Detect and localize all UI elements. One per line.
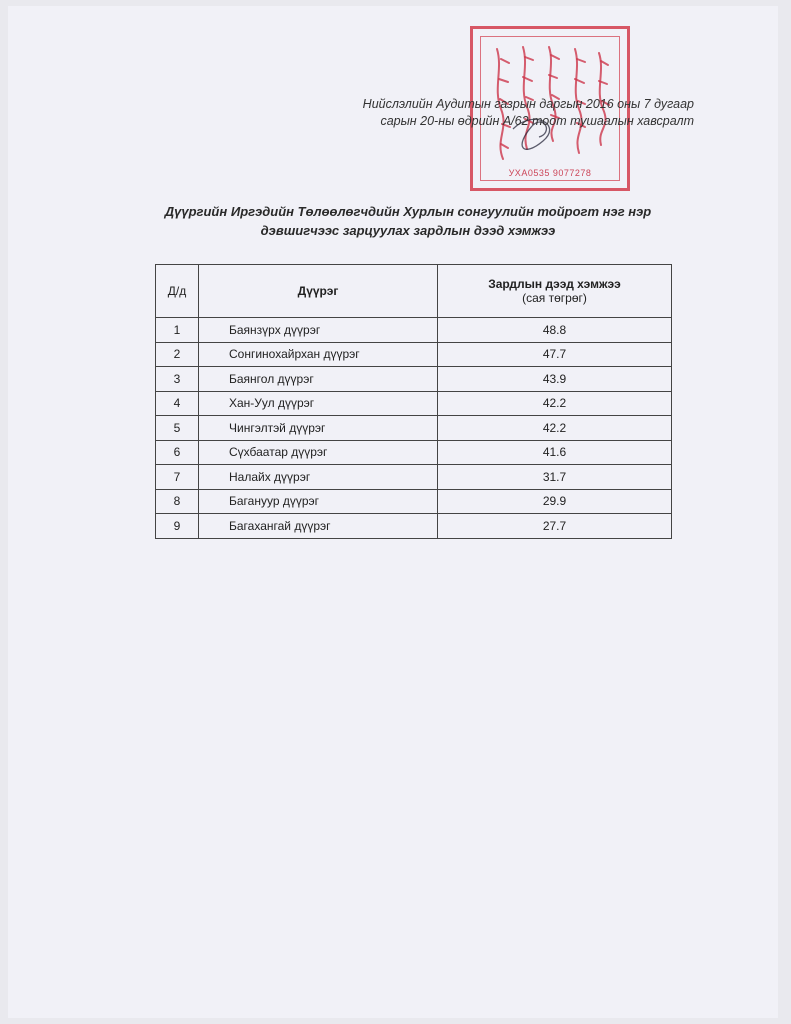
row-district: Сүхбаатар дүүрэг (199, 440, 438, 465)
seal-code-text: УХА0535 9077278 (508, 168, 592, 178)
row-value: 47.7 (438, 342, 672, 367)
row-value: 48.8 (438, 318, 672, 343)
row-value: 43.9 (438, 367, 672, 392)
header-max-expense-unit: (сая төгрөг) (522, 291, 587, 305)
table-row (156, 391, 672, 416)
table-row (156, 367, 672, 392)
table-row (156, 318, 672, 343)
header-max-expense (438, 265, 672, 318)
table-row (156, 416, 672, 441)
annex-line-1: Нийслэлийн Аудитын газрын даргын 2016 оны 7 дугаар (362, 97, 694, 111)
row-number: 9 (156, 514, 199, 539)
row-value: 27.7 (438, 514, 672, 539)
annex-line-2: сарын 20-ны өдрийн А/62 тоот тушаалын хавсралт (380, 114, 694, 128)
row-number: 6 (156, 440, 199, 465)
row-district: Чингэлтэй дүүрэг (199, 416, 438, 441)
title-line-2: дэвшигчээс зарцуулах зардлын дээд хэмжээ (260, 223, 556, 238)
row-value: 42.2 (438, 416, 672, 441)
document-page (8, 6, 778, 1018)
row-number: 2 (156, 342, 199, 367)
row-district: Хан-Уул дүүрэг (199, 391, 438, 416)
table-row (156, 440, 672, 465)
row-value: 41.6 (438, 440, 672, 465)
table-row (156, 514, 672, 539)
header-max-expense-label: Зардлын дээд хэмжээ (488, 277, 621, 291)
table-row (156, 489, 672, 514)
row-number: 5 (156, 416, 199, 441)
table-row (156, 342, 672, 367)
row-district: Сонгинохайрхан дүүрэг (199, 342, 438, 367)
annex-note (274, 96, 694, 130)
header-district: Дүүрэг (199, 265, 438, 318)
row-number: 3 (156, 367, 199, 392)
title-line-1: Дүүргийн Иргэдийн Төлөөлөгчдийн Хурлын сонгуулийн тойрогт нэг нэр (164, 204, 652, 219)
document-title (128, 202, 688, 240)
row-district: Багахангай дүүрэг (199, 514, 438, 539)
row-district: Баянгол дүүрэг (199, 367, 438, 392)
row-district: Баянзүрх дүүрэг (199, 318, 438, 343)
row-number: 1 (156, 318, 199, 343)
table-header-row (156, 265, 672, 318)
table-row (156, 465, 672, 490)
row-number: 8 (156, 489, 199, 514)
row-value: 31.7 (438, 465, 672, 490)
header-number: Д/д (156, 265, 199, 318)
row-district: Налайх дүүрэг (199, 465, 438, 490)
row-value: 42.2 (438, 391, 672, 416)
row-value: 29.9 (438, 489, 672, 514)
row-number: 7 (156, 465, 199, 490)
expense-limit-table (155, 264, 672, 539)
row-district: Багануур дүүрэг (199, 489, 438, 514)
row-number: 4 (156, 391, 199, 416)
